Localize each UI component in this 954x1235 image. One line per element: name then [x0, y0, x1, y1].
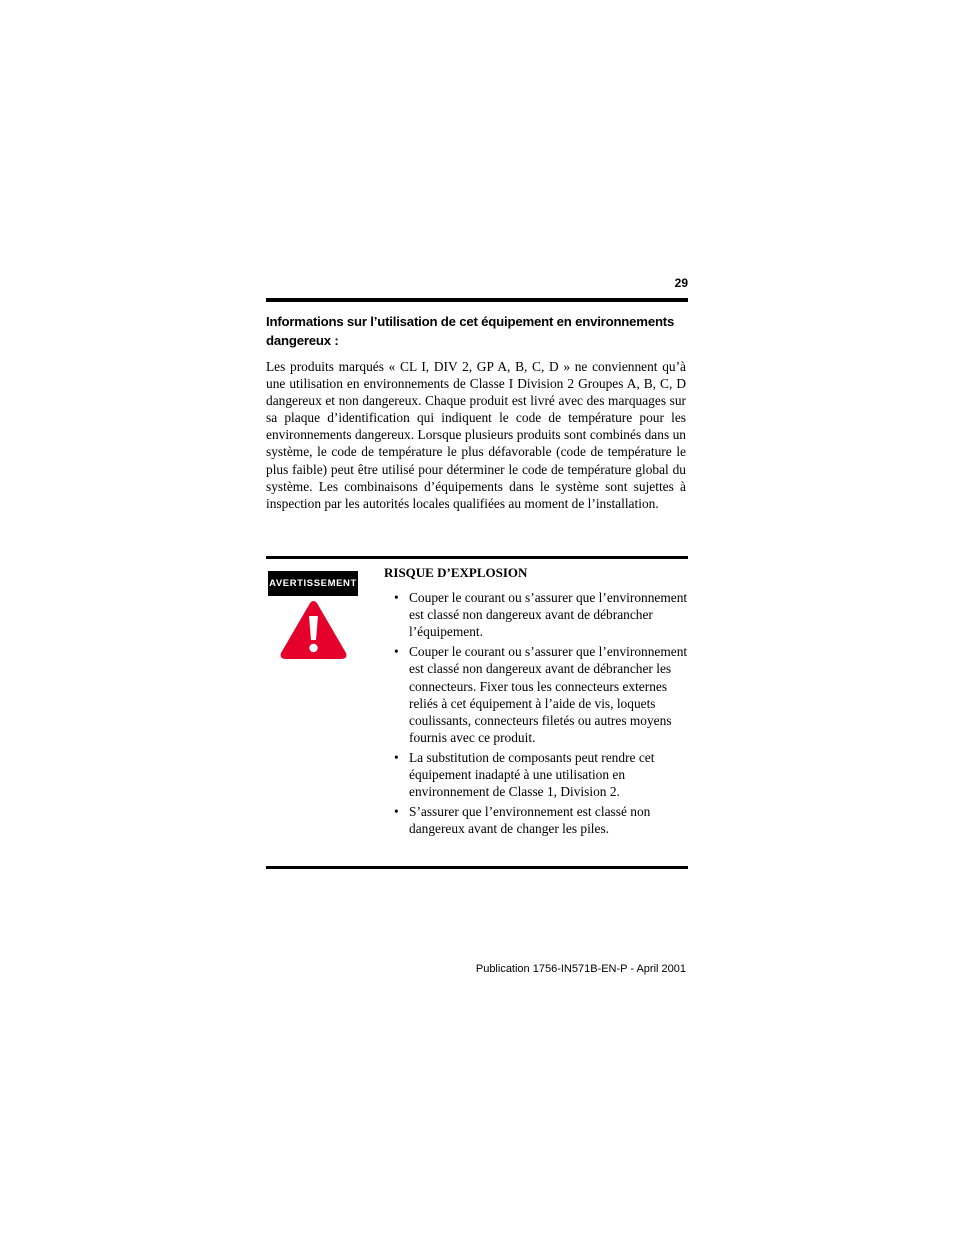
- bullet-icon: •: [394, 750, 399, 766]
- section-heading: Informations sur l’utilisation de cet équipement en environnements dangereux :: [266, 314, 675, 348]
- warning-item-text: La substitution de composants peut rendre cet équipement inadapté à une utilisation en environnement de Classe 1, Division 2.: [409, 750, 655, 800]
- warning-exclamation-dot: [309, 644, 317, 652]
- warning-list-item: [384, 643, 688, 746]
- warning-top-rule: [266, 556, 688, 559]
- top-rule: [266, 298, 688, 302]
- bullet-icon: •: [394, 590, 399, 605]
- warning-label: AVERTISSEMENT: [268, 571, 358, 596]
- warning-item-text: Couper le courant ou s’assurer que l’environnement est classé non dangereux avant de débrancher l’équipement.: [409, 590, 688, 640]
- warning-bottom-rule: [266, 866, 688, 869]
- warning-list-item: [384, 589, 688, 641]
- warning-list-item: [384, 749, 688, 801]
- warning-item-text: Couper le courant ou s’assurer que l’environnement est classé non dangereux avant de débrancher les connecteurs. Fixer tous les connecteurs externes reliés à cet équipement à l’aide de vis, loquets coulissants, connecteurs filetés ou autres moyens fournis avec ce produit.: [409, 644, 688, 746]
- page-number: 29: [674, 276, 688, 290]
- warning-list: [384, 589, 688, 840]
- publication-footer: Publication 1756-IN571B-EN-P - April 2001: [475, 963, 686, 975]
- warning-item-text: S’assurer que l’environnement est classé non dangereux avant de changer les piles.: [409, 804, 651, 837]
- warning-title: RISQUE D’EXPLOSION: [384, 565, 528, 580]
- warning-triangle-icon: [279, 598, 348, 662]
- bullet-icon: •: [394, 804, 399, 820]
- bullet-icon: •: [394, 644, 399, 660]
- warning-list-item: [384, 803, 688, 837]
- body-paragraph: Les produits marqués « CL I, DIV 2, GP A, B, C, D » ne conviennent qu’à une utilisation en environnements de Classe I Division 2 Groupes A, B, C, D dangereux et non dangereux. Chaque produit est livré avec des marquages sur sa plaque d’identification qui indiquent le code de température pour les environnements dangereux. Lorsque plusieurs produits sont combinés dans un système, le code de température le plus défavorable (code de température le plus faible) peut être utilisé pour déterminer le code de température global du système. Les combinaisons d’équipements dans le système sont sujettes à inspection par les autorités locales qualifiées au moment de l’installation.: [266, 359, 686, 511]
